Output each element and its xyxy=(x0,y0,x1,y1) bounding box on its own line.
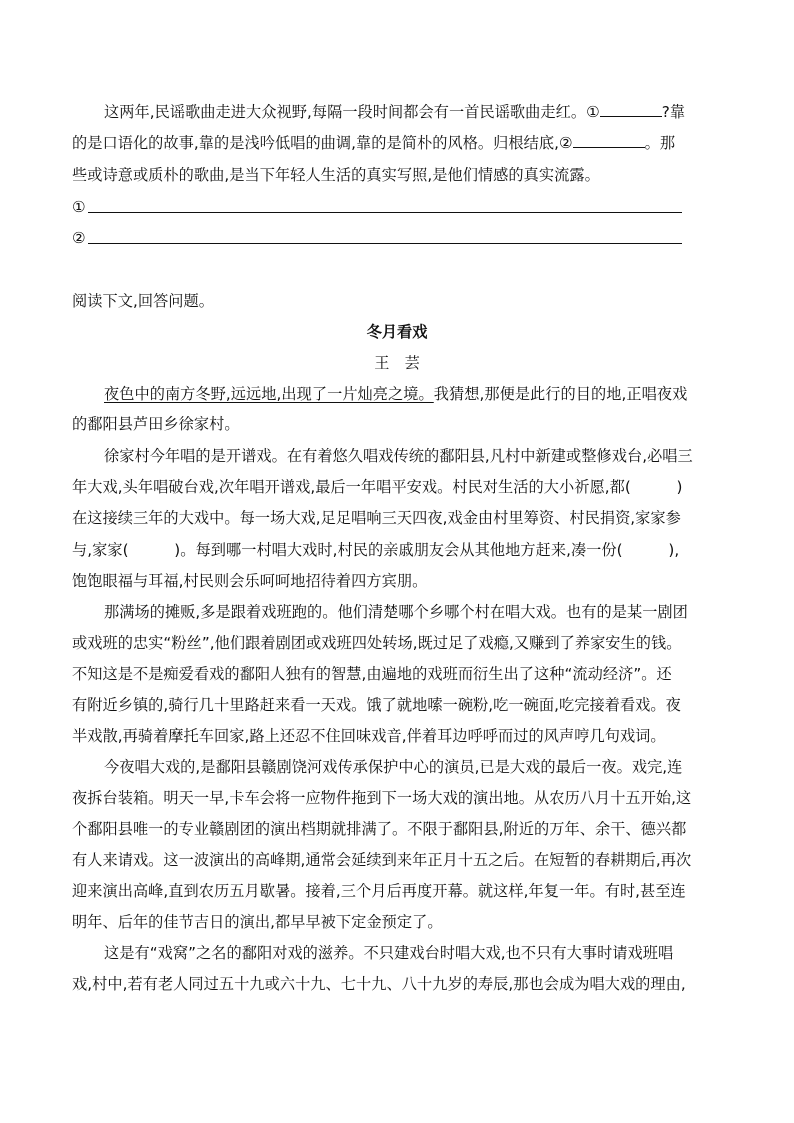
para1-line-1 xyxy=(104,384,687,404)
answer-label-2: ② xyxy=(72,229,86,247)
article-author: 王 芸 xyxy=(374,354,420,372)
para4-line-5: 迎来演出高峰,直到农历五月歇暑。接着,三个月后再度开幕。就这样,年复一年。有时,甚至连 xyxy=(72,882,686,900)
para4-line-2: 夜拆台装箱。明天一早,卡车会将一应物件拖到下一场大戏的演出地。从农历八月十五开始,这 xyxy=(72,789,692,807)
answer-line-1[interactable] xyxy=(88,212,682,213)
reading-instruction: 阅读下文,回答问题。 xyxy=(72,292,215,310)
para1-line-2: 的鄱阳县芦田乡徐家村。 xyxy=(72,415,240,433)
q1-line-3: 些或诗意或质朴的歌曲,是当下年轻人生活的真实写照,是他们情感的真实流露。 xyxy=(72,166,600,184)
q1-text: 。那 xyxy=(644,134,676,152)
q1-text: 的是口语化的故事,靠的是浅吟低唱的曲调,靠的是简朴的风格。归根结底,② xyxy=(72,134,573,152)
q1-text: ?靠 xyxy=(661,103,686,121)
para2-line-4: 与,家家( )。每到哪一村唱大戏时,村民的亲戚朋友会从其他地方赶来,凑一份( ), xyxy=(72,541,680,559)
q1-line-1 xyxy=(104,102,685,122)
blank-2[interactable] xyxy=(573,133,645,148)
para3-line-2: 或戏班的忠实“粉丝”,他们跟着剧团或戏班四处转场,既过足了戏瘾,又赚到了养家安生的钱。 xyxy=(72,634,682,652)
para2-line-3: 在这接续三年的大戏中。每一场大戏,足足唱响三天四夜,戏金由村里筹资、村民捐资,家家参 xyxy=(72,509,681,527)
para2-line-2: 年大戏,头年唱破台戏,次年唱开谱戏,最后一年唱平安戏。村民对生活的大小祈愿,都( ) xyxy=(72,478,683,496)
para2-line-1: 徐家村今年唱的是开谱戏。在有着悠久唱戏传统的鄱阳县,凡村中新建或整修戏台,必唱三 xyxy=(104,447,693,465)
para3-line-1: 那满场的摊贩,多是跟着戏班跑的。他们清楚哪个乡哪个村在唱大戏。也有的是某一剧团 xyxy=(104,603,688,621)
para3-line-5: 半戏散,再骑着摩托车回家,路上还忍不住回味戏音,伴着耳边呼呼而过的风声哼几句戏词。 xyxy=(72,727,666,745)
underlined-sentence: 夜色中的南方冬野,远远地,出现了一片灿亮之境。 xyxy=(104,385,434,403)
para4-line-4: 有人来请戏。这一波演出的高峰期,通常会延续到来年正月十五之后。在短暂的春耕期后,再次 xyxy=(72,851,692,869)
para2-line-5: 饱饱眼福与耳福,村民则会乐呵呵地招待着四方宾朋。 xyxy=(72,572,428,590)
para3-line-3: 不知这是不是痴爱看戏的鄱阳人独有的智慧,由遍地的戏班而衍生出了这种“流动经济”。还 xyxy=(72,665,672,683)
para3-line-4: 有附近乡镇的,骑行几十里路赶来看一天戏。饿了就地嗦一碗粉,吃一碗面,吃完接着看戏。夜 xyxy=(72,696,681,714)
blank-1[interactable] xyxy=(600,102,662,117)
article-title: 冬月看戏 xyxy=(366,323,428,341)
q1-line-2 xyxy=(72,133,675,153)
para5-line-1: 这是有“戏窝”之名的鄱阳对戏的滋养。不只建戏台时唱大戏,也不只有大事时请戏班唱 xyxy=(104,944,674,962)
para5-line-2: 戏,村中,若有老人同过五十九或六十九、七十九、八十九岁的寿辰,那也会成为唱大戏的理由, xyxy=(72,975,686,993)
para4-line-3: 个鄱阳县唯一的专业赣剧团的演出档期就排满了。不限于鄱阳县,附近的万年、余干、德兴都 xyxy=(72,820,687,838)
para4-line-6: 明年、后年的佳节吉日的演出,都早早被下定金预定了。 xyxy=(72,913,443,931)
para4-line-1: 今夜唱大戏的,是鄱阳县赣剧饶河戏传承保护中心的演员,已是大戏的最后一夜。戏完,连 xyxy=(104,758,683,776)
q1-text: 这两年,民谣歌曲走进大众视野,每隔一段时间都会有一首民谣歌曲走红。① xyxy=(104,103,600,121)
para-text: 我猜想,那便是此行的目的地,正唱夜戏 xyxy=(433,385,688,403)
answer-label-1: ① xyxy=(72,198,86,216)
answer-line-2[interactable] xyxy=(88,243,682,244)
